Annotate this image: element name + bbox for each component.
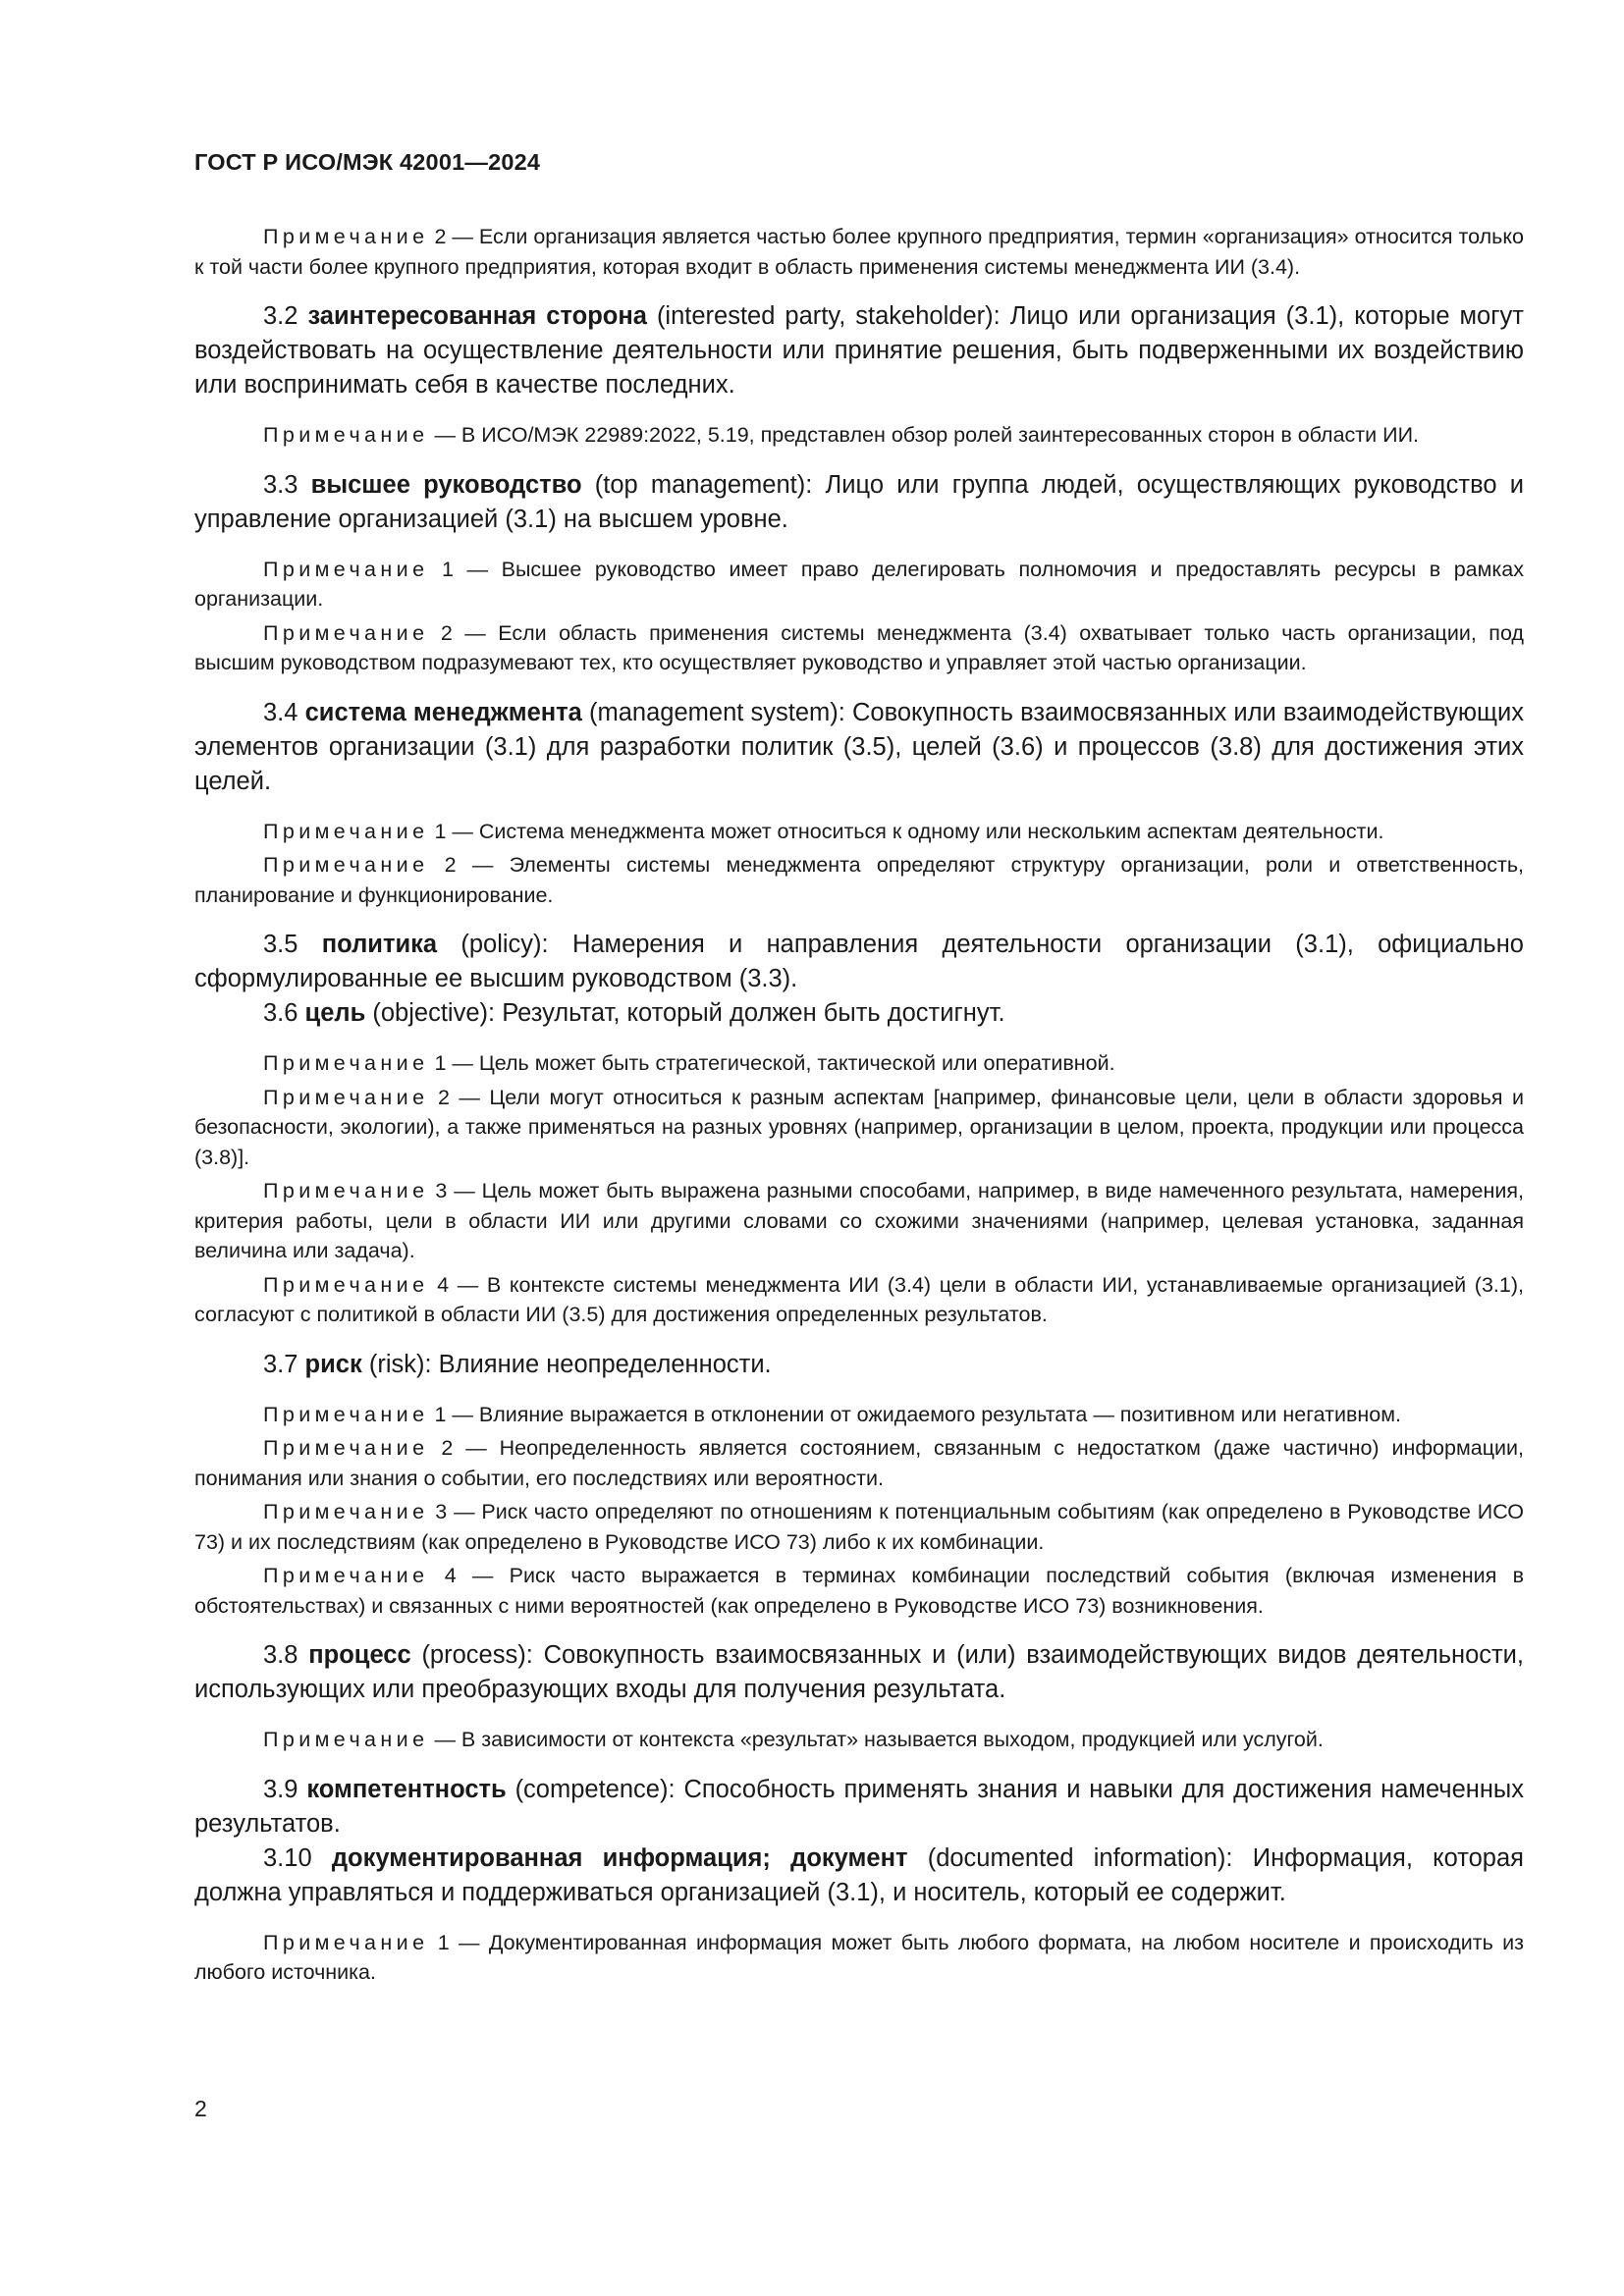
note-label: Примечание	[263, 1728, 429, 1751]
term-3-5: 3.5 политика (policy): Намерения и направления деятельности организации (3.1), официально сформулированные ее высшим руководством (3.3).	[194, 931, 1524, 992]
term-name: риск	[304, 1350, 362, 1378]
term-3-7: 3.7 риск (risk): Влияние неопределенности.	[263, 1350, 772, 1378]
note-3-4-1: Примечание 1 — Система менеджмента может относиться к одному или нескольким аспектам деятельности.	[263, 819, 1384, 843]
term-3-10: 3.10 документированная информация; документ (documented information): Информация, которая должна управляться и поддерживаться организацией (3.1), и носитель, который ее содержит.	[194, 1843, 1524, 1906]
note-label: Примечание	[263, 620, 429, 645]
note-3-8: Примечание — В зависимости от контекста «результат» называется выходом, продукцией или услугой.	[263, 1728, 1324, 1751]
note-3-7-4: Примечание 4 — Риск часто выражается в терминах комбинации последствий события (включая изменения в обстоятельствах) и связанных с ними вероятностей (как определено в Руководстве ИСО 73) возникновения.	[194, 1564, 1524, 1618]
note-label: Примечание	[263, 1051, 429, 1075]
note-3-2: Примечание — В ИСО/МЭК 22989:2022, 5.19, представлен обзор ролей заинтересованных сторон в области ИИ.	[263, 423, 1419, 447]
note-label: Примечание	[263, 1272, 429, 1297]
term-3-4: 3.4 система менеджмента (management system): Совокупность взаимосвязанных или взаимодействующих элементов организации (3.1) для разработки политик (3.5), целей (3.6) и процессов (3.8) для достижения этих целей.	[194, 698, 1524, 795]
note-label: Примечание	[263, 819, 429, 843]
note-3-6-3: Примечание 3 — Цель может быть выражена разными способами, например, в виде намеченного результата, намерения, критерия работы, цели в области ИИ или другими словами со схожими значениями (например, целевая установка, заданная величина или задача).	[194, 1179, 1524, 1262]
document-header: ГОСТ Р ИСО/МЭК 42001—2024	[194, 149, 541, 175]
note-label: Примечание	[263, 423, 429, 447]
term-name: цель	[304, 999, 366, 1027]
document-body	[194, 222, 1524, 1988]
note-label: Примечание	[263, 1085, 429, 1109]
note-label: Примечание	[263, 853, 429, 877]
term-3-8: 3.8 процесс (process): Совокупность взаимосвязанных и (или) взаимодействующих видов деятельности, использующих или преобразующих входы для получения результата.	[194, 1641, 1525, 1703]
note-3-7-2: Примечание 2 — Неопределенность является состоянием, связанным с недостатком (даже частично) информации, понимания или знания о событии, его последствиях или вероятности.	[194, 1436, 1524, 1490]
note-label: Примечание	[263, 225, 429, 248]
term-3-3: 3.3 высшее руководство (top management): Лицо или группа людей, осуществляющих руководство и управление организацией (3.1) на высшем уровне.	[194, 470, 1524, 533]
term-3-6: 3.6 цель (objective): Результат, который должен быть достигнут.	[263, 999, 1005, 1027]
term-name: система менеджмента	[304, 698, 582, 726]
note-3-6-1: Примечание 1 — Цель может быть стратегической, тактической или оперативной.	[263, 1051, 1115, 1075]
note-3-4-2: Примечание 2 — Элементы системы менеджмента определяют структуру организации, роли и ответственность, планирование и функционирование.	[194, 853, 1524, 907]
term-name: заинтересованная сторона	[307, 302, 647, 330]
note-label: Примечание	[263, 1564, 429, 1587]
term-name: компетентность	[306, 1775, 507, 1803]
note-3-3-1: Примечание 1 — Высшее руководство имеет право делегировать полномочия и предоставлять ресурсы в рамках организации.	[194, 557, 1524, 611]
term-name: высшее руководство	[310, 470, 582, 499]
page-number: 2	[194, 2096, 207, 2121]
note-3-6-2: Примечание 2 — Цели могут относиться к разным аспектам [например, финансовые цели, цели в области здоровья и безопасности, экологии), а также применяться на разных уровнях (например, организации в целом, проекта, продукции или процесса (3.8)].	[194, 1085, 1524, 1169]
note-label: Примечание	[263, 1179, 429, 1202]
term-3-9: 3.9 компетентность (competence): Способность применять знания и навыки для достижения намеченных результатов.	[194, 1775, 1525, 1838]
note-label: Примечание	[263, 1402, 429, 1426]
term-name: политика	[321, 931, 438, 958]
note-3-3-2: Примечание 2 — Если область применения системы менеджмента (3.4) охватывает только часть организации, под высшим руководством подразумевают тех, кто осуществляет руководство и управляет этой частью организации.	[194, 620, 1524, 674]
note-3-10-1: Примечание 1 — Документированная информация может быть любого формата, на любом носителе и происходить из любого источника.	[194, 1930, 1524, 1984]
note-label: Примечание	[263, 1436, 429, 1460]
term-name: документированная информация; документ	[331, 1843, 908, 1872]
note-3-7-1: Примечание 1 — Влияние выражается в отклонении от ожидаемого результата — позитивном или негативном.	[263, 1402, 1401, 1426]
term-name: процесс	[308, 1641, 411, 1669]
note-label: Примечание	[263, 557, 429, 581]
note-3-6-4: Примечание 4 — В контексте системы менеджмента ИИ (3.4) цели в области ИИ, устанавливаемые организацией (3.1), согласуют с политикой в области ИИ (3.5) для достижения определенных результатов.	[194, 1272, 1524, 1326]
term-3-2: 3.2 заинтересованная сторона (interested party, stakeholder): Лицо или организация (3.1), которые могут воздействовать на осуществление деятельности или принятие решения, быть подверженными их воздействию или воспринимать себя в качестве последних.	[194, 302, 1524, 399]
note-3-7-3: Примечание 3 — Риск часто определяют по отношениям к потенциальным событиям (как определено в Руководстве ИСО 73) и их последствиям (как определено в Руководстве ИСО 73) либо к их комбинации.	[194, 1500, 1524, 1554]
note-label: Примечание	[263, 1500, 429, 1523]
note-3-1-2: Примечание 2 — Если организация является частью более крупного предприятия, термин «организация» относится только к той части более крупного предприятия, которая входит в область применения системы менеджмента ИИ (3.4).	[194, 225, 1524, 279]
note-label: Примечание	[263, 1930, 429, 1954]
